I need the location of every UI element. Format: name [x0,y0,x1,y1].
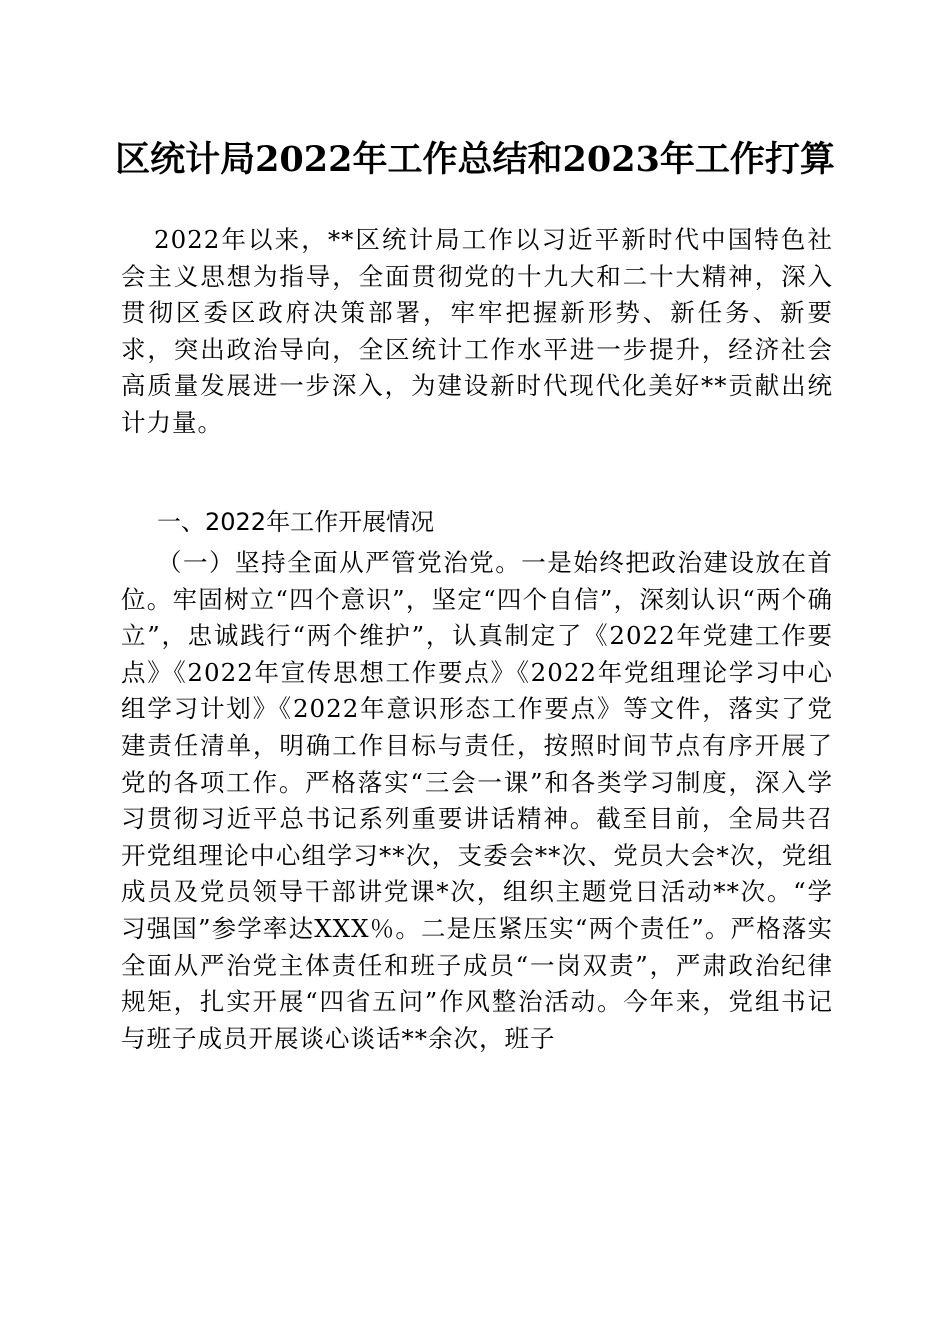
subsection-label: （一）坚持全面从严管党治党。 [157,548,522,577]
body-paragraph [121,545,833,1057]
section-heading: 一、2022年工作开展情况 [157,508,435,536]
intro-paragraph: 2022年以来，**区统计局工作以习近平新时代中国特色社会主义思想为指导，全面贯彻党的十九大和二十大精神，深入贯彻区委区政府决策部署，牢牢把握新形势、新任务、新要求，突出政治导向，全区统计工作水平进一步提升，经济社会高质量发展进一步深入，为建设新时代现代化美好**贡献出统计力量。 [121,225,833,437]
document-title: 区统计局2022年工作总结和2023年工作打算 [115,139,835,180]
subsection-body: 一是始终把政治建设放在首位。牢固树立“四个意识”，坚定“四个自信”，深刻认识“两个确立”，忠诚践行“两个维护”，认真制定了《2022年党建工作要点》《2022年宣传思想工作要点》《2022年党组理论学习中心组学习计划》《2022年意识形态工作要点》等文件，落实了党建责任清单，明确工作目标与责任，按照时间节点有序开展了党的各项工作。严格落实“三会一课”和各类学习制度，深入学习贯彻习近平总书记系列重要讲话精神。截至目前，全局共召开党组理论中心组学习**次，支委会**次、党员大会*次，党组成员及党员领导干部讲党课*次，组织主题党日活动**次。“学习强国”参学率达XXX％。二是压紧压实“两个责任”。严格落实全面从严治党主体责任和班子成员“一岗双责”，严肃政治纪律规矩，扎实开展“四省五问”作风整治活动。今年来，党组书记与班子成员开展谈心谈话**余次，班子 [121,548,834,1053]
